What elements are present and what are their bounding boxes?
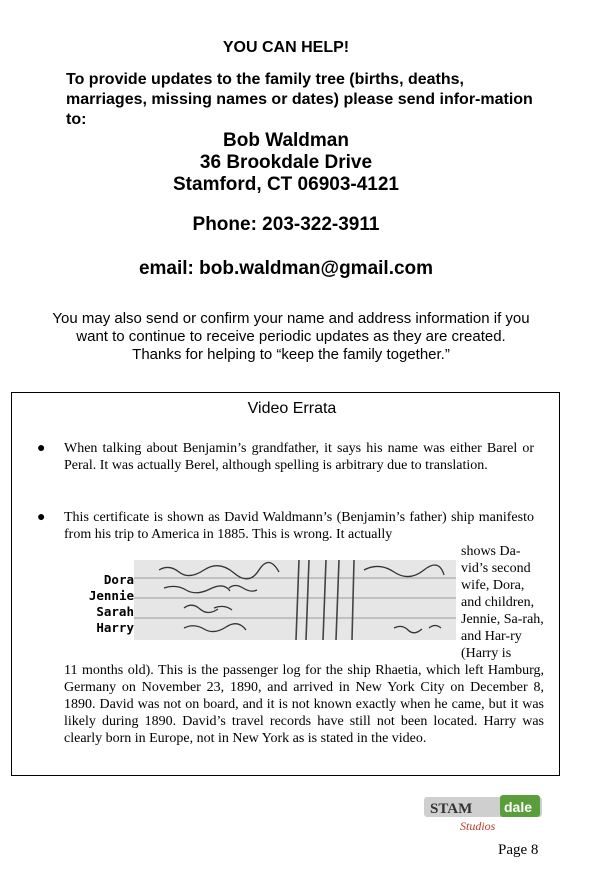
- stamdale-logo: [424, 793, 542, 833]
- logo-text-studios: Studios: [460, 819, 496, 833]
- bullet-icon: ●: [37, 510, 46, 525]
- contact-email: email: bob.waldman@gmail.com: [138, 258, 434, 279]
- errata-item-certificate-wrap: shows Da-vid’s second wife, Dora, and children, Jennie, Sa-rah, and Har-ry (Harry is: [461, 544, 544, 661]
- contact-phone: Phone: 203-322-3911: [192, 214, 380, 235]
- also-send-note: You may also send or confirm your name and address information if you want to continue to receive periodic updates as they are created. Thanks for helping to “keep the family together.”: [52, 310, 530, 363]
- contact-name: Bob Waldman: [223, 130, 349, 151]
- help-title: YOU CAN HELP!: [222, 39, 350, 56]
- contact-street: 36 Brookdale Drive: [199, 152, 373, 173]
- help-intro: To provide updates to the family tree (births, deaths, marriages, missing names or dates) please send infor-mation to:: [66, 71, 533, 128]
- errata-title: Video Errata: [247, 400, 337, 417]
- manifest-name: Jennie: [88, 588, 134, 603]
- errata-item-certificate: This certificate is shown as David Waldmann’s (Benjamin’s father) ship manifesto from his trip to America in 1885. This is wrong. It actually: [64, 510, 534, 542]
- manifest-name: Dora: [103, 572, 134, 587]
- bullet-icon: ●: [37, 441, 46, 456]
- contact-address: [0, 130, 572, 196]
- errata-item-grandfather: When talking about Benjamin’s grandfather, it says his name was either Barel or Peral. It was actually Berel, although spelling is arbitrary due to translation.: [64, 441, 534, 473]
- manifest-name-labels: [64, 572, 134, 636]
- logo-text-stam: STAM: [430, 801, 473, 817]
- errata-item-certificate-cont: 11 months old). This is the passenger log for the ship Rhaetia, which left Hamburg, Germany on November 23, 1890, and arrived in New York City on December 8, 1890. David was not on board, and it is not known exactly when he came, but it was likely during 1890. David’s travel records have still not been located. Harry was clearly born in Europe, not in New York as is stated in the video.: [64, 663, 544, 746]
- manifest-name: Harry: [96, 620, 134, 635]
- contact-city: Stamford, CT 06903-4121: [173, 174, 399, 195]
- page-number: Page 8: [498, 842, 539, 858]
- manifest-name: Sarah: [96, 604, 134, 619]
- logo-text-dale: dale: [504, 799, 533, 815]
